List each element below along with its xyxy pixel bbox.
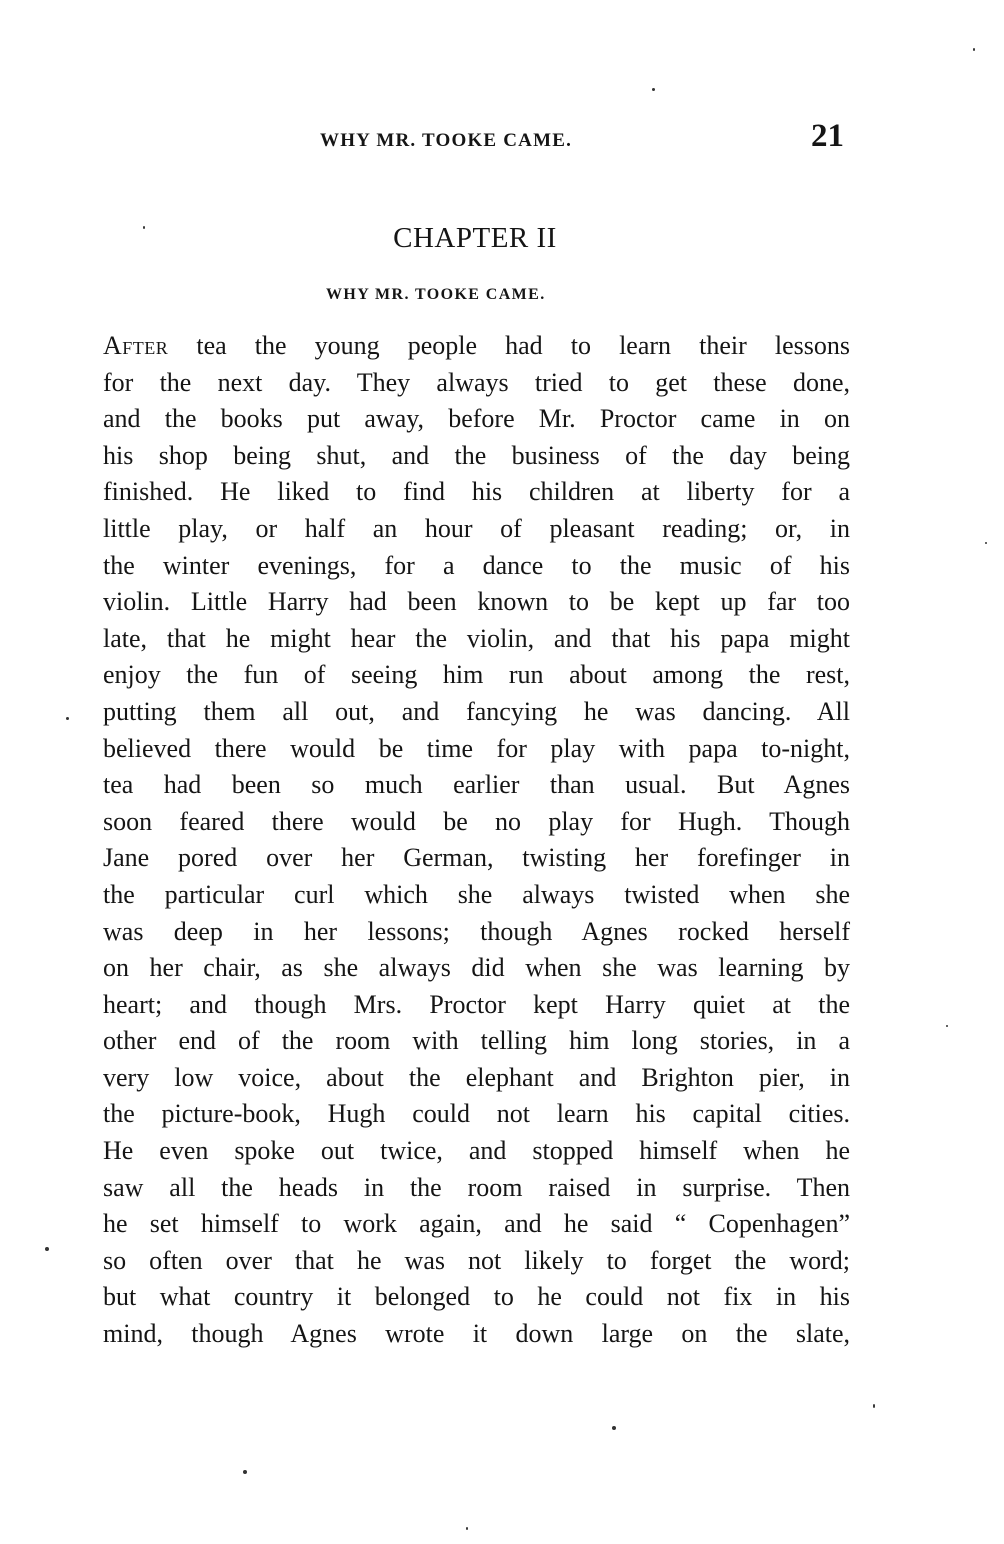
- scan-speck: [143, 226, 145, 229]
- text-line-11: putting them all out, and fancying he was dancing. All: [103, 696, 850, 726]
- body-text: [103, 328, 850, 1353]
- text-line-7: the winter evenings, for a dance to the music of his: [103, 550, 850, 580]
- text-line-3: and the books put away, before Mr. Proctor came in on: [103, 404, 850, 434]
- text-line-9: late, that he might hear the violin, and that his papa might: [103, 623, 850, 653]
- text-line-19: heart; and though Mrs. Proctor kept Harry quiet at the: [103, 989, 850, 1019]
- drop-word: After: [103, 331, 169, 360]
- scan-speck: [466, 1527, 468, 1530]
- text-line-5: finished. He liked to find his children at liberty for a: [103, 477, 850, 507]
- running-head: WHY MR. TOOKE CAME.: [320, 130, 573, 151]
- text-line-13: tea had been so much earlier than usual. But Agnes: [103, 770, 850, 800]
- text-line-1-rest: tea the young people had to learn their lessons: [168, 331, 850, 360]
- text-line-15: Jane pored over her German, twisting her forefinger in: [103, 843, 850, 873]
- text-line-10: enjoy the fun of seeing him run about among the rest,: [103, 660, 850, 690]
- scan-speck: [45, 1247, 49, 1251]
- text-line-24: saw all the heads in the room raised in surprise. Then: [103, 1172, 850, 1202]
- chapter-subtitle: WHY MR. TOOKE CAME.: [326, 286, 546, 303]
- scan-speck: [652, 88, 655, 91]
- chapter-title-text: CHAPTER II: [393, 222, 557, 254]
- text-line-16: the particular curl which she always twisted when she: [103, 879, 850, 909]
- text-line-12: believed there would be time for play with papa to-night,: [103, 733, 850, 763]
- text-line-25: he set himself to work again, and he said “ Copenhagen”: [103, 1209, 850, 1239]
- text-line-26: so often over that he was not likely to forget the word;: [103, 1245, 850, 1275]
- text-line-21: very low voice, about the elephant and Brighton pier, in: [103, 1062, 850, 1092]
- scan-speck: [873, 1404, 875, 1408]
- text-line-20: other end of the room with telling him long stories, in a: [103, 1026, 850, 1056]
- scan-speck: [66, 717, 69, 720]
- text-line-23: He even spoke out twice, and stopped himself when he: [103, 1136, 850, 1166]
- scan-speck: [612, 1426, 616, 1430]
- scan-speck: [985, 542, 987, 544]
- text-line-28: mind, though Agnes wrote it down large on the slate,: [103, 1319, 850, 1349]
- text-line-14: soon feared there would be no play for Hugh. Though: [103, 806, 850, 836]
- text-line-18: on her chair, as she always did when she was learning by: [103, 953, 850, 983]
- scan-speck: [243, 1470, 247, 1474]
- text-line-22: the picture-book, Hugh could not learn his capital cities.: [103, 1099, 850, 1129]
- text-line-27: but what country it belonged to he could not fix in his: [103, 1282, 850, 1312]
- text-line-17: was deep in her lessons; though Agnes rocked herself: [103, 916, 850, 946]
- scan-speck: [946, 1025, 948, 1027]
- text-line-1: [103, 328, 850, 365]
- text-line-6: little play, or half an hour of pleasant reading; or, in: [103, 513, 850, 543]
- page-number: 21: [811, 118, 844, 154]
- text-line-4: his shop being shut, and the business of the day being: [103, 440, 850, 470]
- text-line-8: violin. Little Harry had been known to be kept up far too: [103, 587, 850, 617]
- scan-speck: [973, 48, 975, 51]
- text-line-2: for the next day. They always tried to get these done,: [103, 367, 850, 397]
